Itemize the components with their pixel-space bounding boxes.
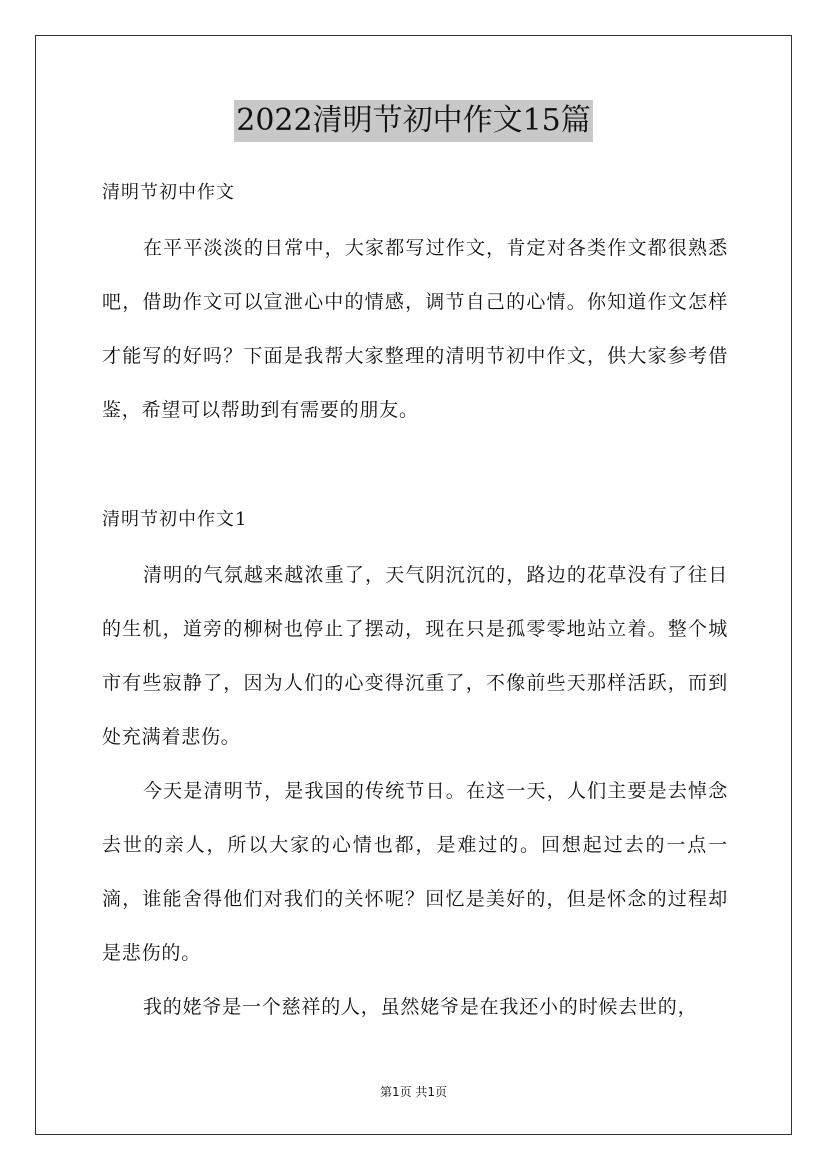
page-footer: 第1页 共1页 xyxy=(379,1085,448,1099)
essay1-paragraph-3: 我的姥爷是一个慈祥的人，虽然姥爷是在我还小的时候去世的， xyxy=(143,996,698,1018)
document-title: 2022清明节初中作文15篇 xyxy=(234,100,593,142)
title-container xyxy=(0,100,827,142)
essay1-paragraph-1: 清明的气氛越来越浓重了，天气阴沉沉的，路边的花草没有了往日的生机，道旁的柳树也停止了摆动，现在只是孤零零地站立着。整个城市有些寂静了，因为人们的心变得沉重了，不像前些天那样活跃，而到处充满着悲伤。 xyxy=(102,564,728,748)
essay1-heading: 清明节初中作文1 xyxy=(102,509,248,530)
essay1-paragraph-2: 今天是清明节，是我国的传统节日。在这一天，人们主要是去悼念去世的亲人，所以大家的心情也都，是难过的。回想起过去的一点一滴，谁能舍得他们对我们的关怀呢？回忆是美好的，但是怀念的过程却是悲伤的。 xyxy=(102,780,728,964)
intro-paragraph: 在平平淡淡的日常中，大家都写过作文，肯定对各类作文都很熟悉吧，借助作文可以宣泄心中的情感，调节自己的心情。你知道作文怎样才能写的好吗？下面是我帮大家整理的清明节初中作文，供大家参考借鉴，希望可以帮助到有需要的朋友。 xyxy=(102,237,728,421)
intro-heading: 清明节初中作文 xyxy=(102,182,235,203)
